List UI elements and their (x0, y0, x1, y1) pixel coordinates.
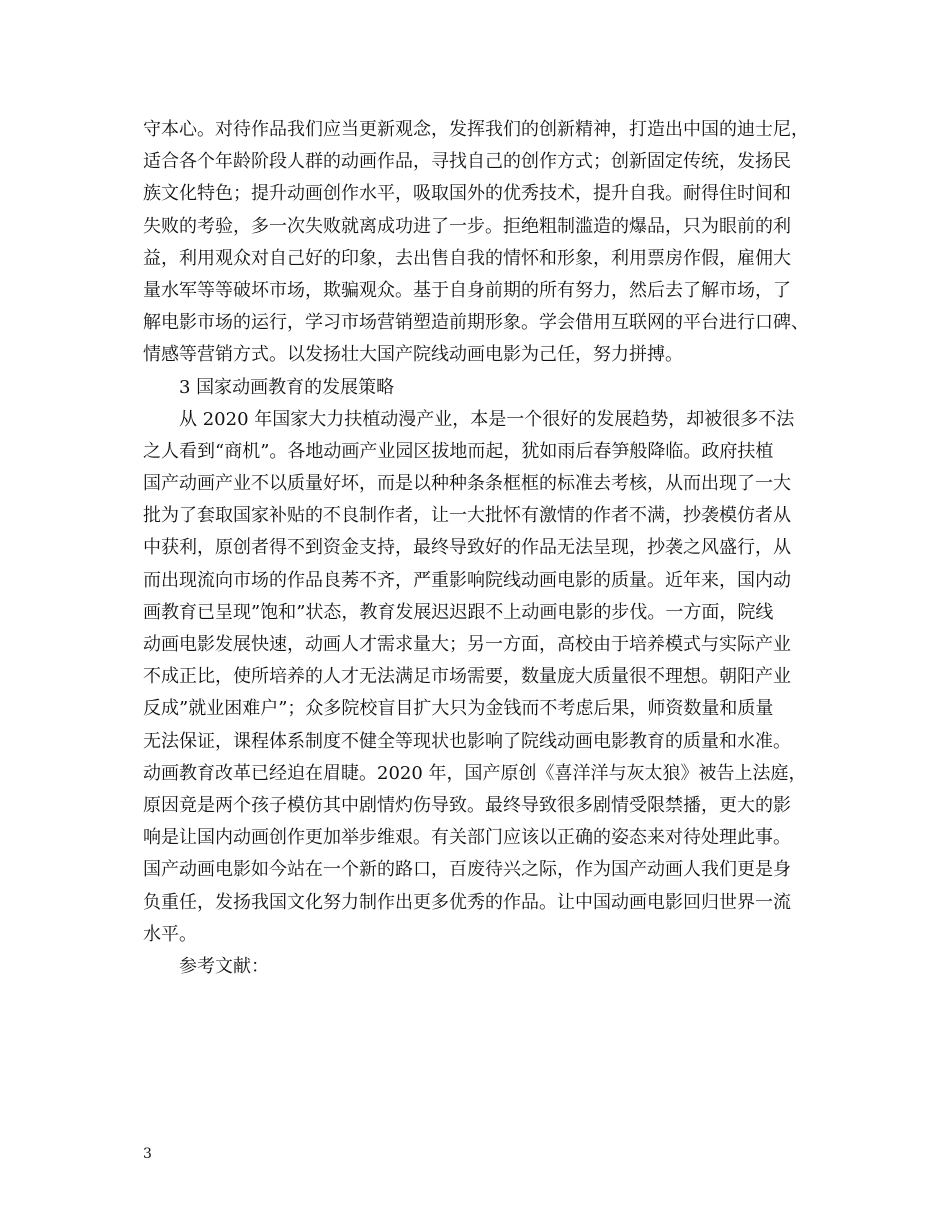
paragraph-line: 情感等营销方式。以发扬壮大国产院线动画电影为己任，努力拼搏。 (143, 344, 683, 366)
paragraph-line: 解电影市场的运行，学习市场营销塑造前期形象。学会借用互联网的平台进行口碑、 (143, 312, 809, 334)
paragraph-line: 水平。 (143, 923, 197, 945)
paragraph-line: 而出现流向市场的作品良莠不齐，严重影响院线动画电影的质量。近年来，国内动 (143, 569, 791, 591)
document-body (143, 114, 823, 983)
page-number: 3 (143, 1146, 152, 1162)
paragraph-line: 不成正比，使所培养的人才无法满足市场需要，数量庞大质量很不理想。朝阳产业 (143, 666, 791, 688)
paragraph-line: 响是让国内动画创作更加举步维艰。有关部门应该以正确的姿态来对待处理此事。 (143, 827, 791, 849)
paragraph-line: 守本心。对待作品我们应当更新观念，发挥我们的创新精神，打造出中国的迪士尼， (143, 119, 809, 140)
paragraph-line: 中获利，原创者得不到资金支持，最终导致好的作品无法呈现，抄袭之风盛行，从 (143, 537, 791, 559)
paragraph-line: 之人看到“商机”。各地动画产业园区拔地而起，犹如雨后春笋般降临。政府扶植 (143, 440, 774, 462)
paragraph-line: 批为了套取国家补贴的不良制作者，让一大批怀有激情的作者不满，抄袭模仿者从 (143, 505, 791, 527)
paragraph-line: 原因竟是两个孩子模仿其中剧情灼伤导致。最终导致很多剧情受限禁播，更大的影 (143, 794, 791, 816)
paragraph-line: 适合各个年龄阶段人群的动画作品，寻找自己的创作方式；创新固定传统，发扬民 (143, 151, 791, 173)
paragraph-line: 画教育已呈现”饱和”状态，教育发展迟迟跟不上动画电影的步伐。一方面，院线 (143, 601, 774, 623)
paragraph-line: 无法保证，课程体系制度不健全等现状也影响了院线动画电影教育的质量和水准。 (143, 730, 791, 752)
paragraph-line: 动画教育改革已经迫在眉睫。2020 年，国产原创《喜洋洋与灰太狼》被告上法庭， (143, 762, 807, 784)
paragraph-line: 负重任，发扬我国文化努力制作出更多优秀的作品。让中国动画电影回归世界一流 (143, 891, 791, 913)
paragraph-line: 从 2020 年国家大力扶植动漫产业，本是一个很好的发展趋势，却被很多不法 (179, 408, 795, 430)
paragraph-line: 失败的考验，多一次失败就离成功进了一步。拒绝粗制滥造的爆品，只为眼前的利 (143, 215, 791, 237)
paragraph-line: 国产动画电影如今站在一个新的路口，百废待兴之际，作为国产动画人我们更是身 (143, 859, 791, 881)
paragraph-line: 益，利用观众对自己好的印象，去出售自我的情怀和形象，利用票房作假，雇佣大 (143, 247, 791, 269)
paragraph-line: 动画电影发展快速，动画人才需求量大；另一方面，高校由于培养模式与实际产业 (143, 634, 791, 655)
references-label: 参考文献： (179, 955, 269, 977)
paragraph-line: 国产动画产业不以质量好坏，而是以种种条条框框的标准去考核，从而出现了一大 (143, 473, 791, 495)
paragraph-line: 量水军等等破坏市场，欺骗观众。基于自身前期的所有努力，然后去了解市场，了 (143, 279, 791, 301)
section-heading: 3 国家动画教育的发展策略 (179, 376, 395, 398)
paragraph-line: 族文化特色；提升动画创作水平，吸取国外的优秀技术，提升自我。耐得住时间和 (143, 183, 791, 205)
paragraph-line: 反成”就业困难户”；众多院校盲目扩大只为金钱而不考虑后果，师资数量和质量 (143, 698, 774, 720)
